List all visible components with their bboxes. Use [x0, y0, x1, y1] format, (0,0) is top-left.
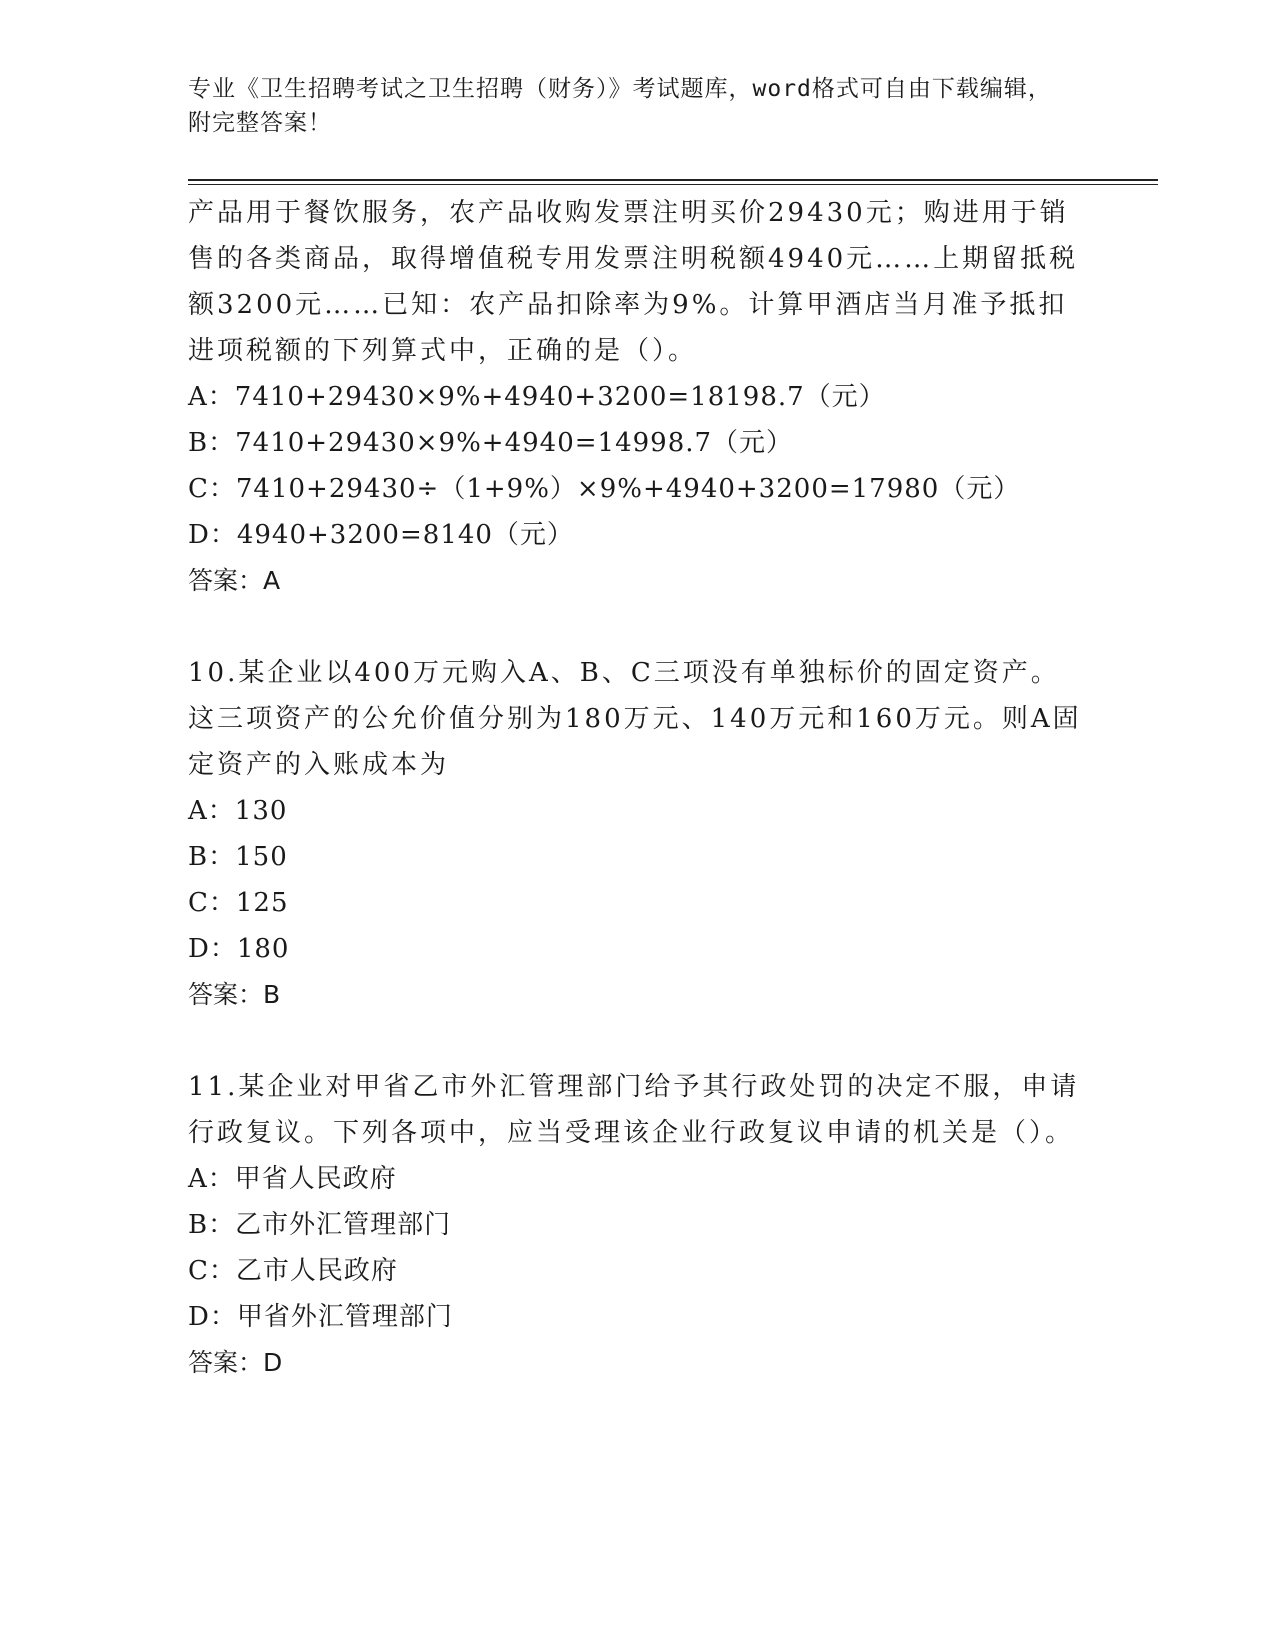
option-b: B：乙市外汇管理部门 [188, 1210, 452, 1240]
header-divider-thick [188, 179, 1158, 181]
question-stem: 11.某企业对甲省乙市外汇管理部门给予其行政处罚的决定不服，申请行政复议。下列各项中，应当受理该企业行政复议申请的机关是（）。 [188, 1072, 1080, 1148]
document-header: 专业《卫生招聘考试之卫生招聘（财务）》考试题库，word格式可自由下载编辑，附完整答案！ [188, 76, 1052, 136]
option-d: D：180 [188, 934, 290, 964]
document-body [188, 190, 1088, 1386]
question-stem: 10.某企业以400万元购入A、B、C三项没有单独标价的固定资产。这三项资产的公允价值分别为180万元、140万元和160万元。则A固定资产的入账成本为 [188, 658, 1082, 780]
header-divider-thin [188, 184, 1158, 185]
question-11 [188, 1064, 1088, 1386]
option-b: B：150 [188, 842, 288, 872]
spacer [188, 604, 1088, 650]
option-d: D：甲省外汇管理部门 [188, 1302, 453, 1332]
spacer [188, 1018, 1088, 1064]
option-c: C：乙市人民政府 [188, 1256, 398, 1286]
option-b: B：7410+29430×9%+4940=14998.7（元） [188, 428, 794, 458]
option-a: A：甲省人民政府 [188, 1164, 397, 1194]
question-10 [188, 650, 1088, 1018]
option-c: C：7410+29430÷（1+9%）×9%+4940+3200=17980（元） [188, 474, 1021, 504]
answer-label: 答案：B [188, 980, 281, 1009]
question-9 [188, 190, 1088, 604]
option-d: D：4940+3200=8140（元） [188, 520, 574, 550]
answer-label: 答案：A [188, 566, 281, 595]
option-c: C：125 [188, 888, 289, 918]
question-stem: 产品用于餐饮服务，农产品收购发票注明买价29430元；购进用于销售的各类商品，取得增值税专用发票注明税额4940元……上期留抵税额3200元……已知：农产品扣除率为9%。计算甲酒店当月准予抵扣进项税额的下列算式中，正确的是（）。 [188, 198, 1079, 366]
answer-label: 答案：D [188, 1348, 283, 1377]
option-a: A：7410+29430×9%+4940+3200=18198.7（元） [188, 382, 886, 412]
option-a: A：130 [188, 796, 288, 826]
